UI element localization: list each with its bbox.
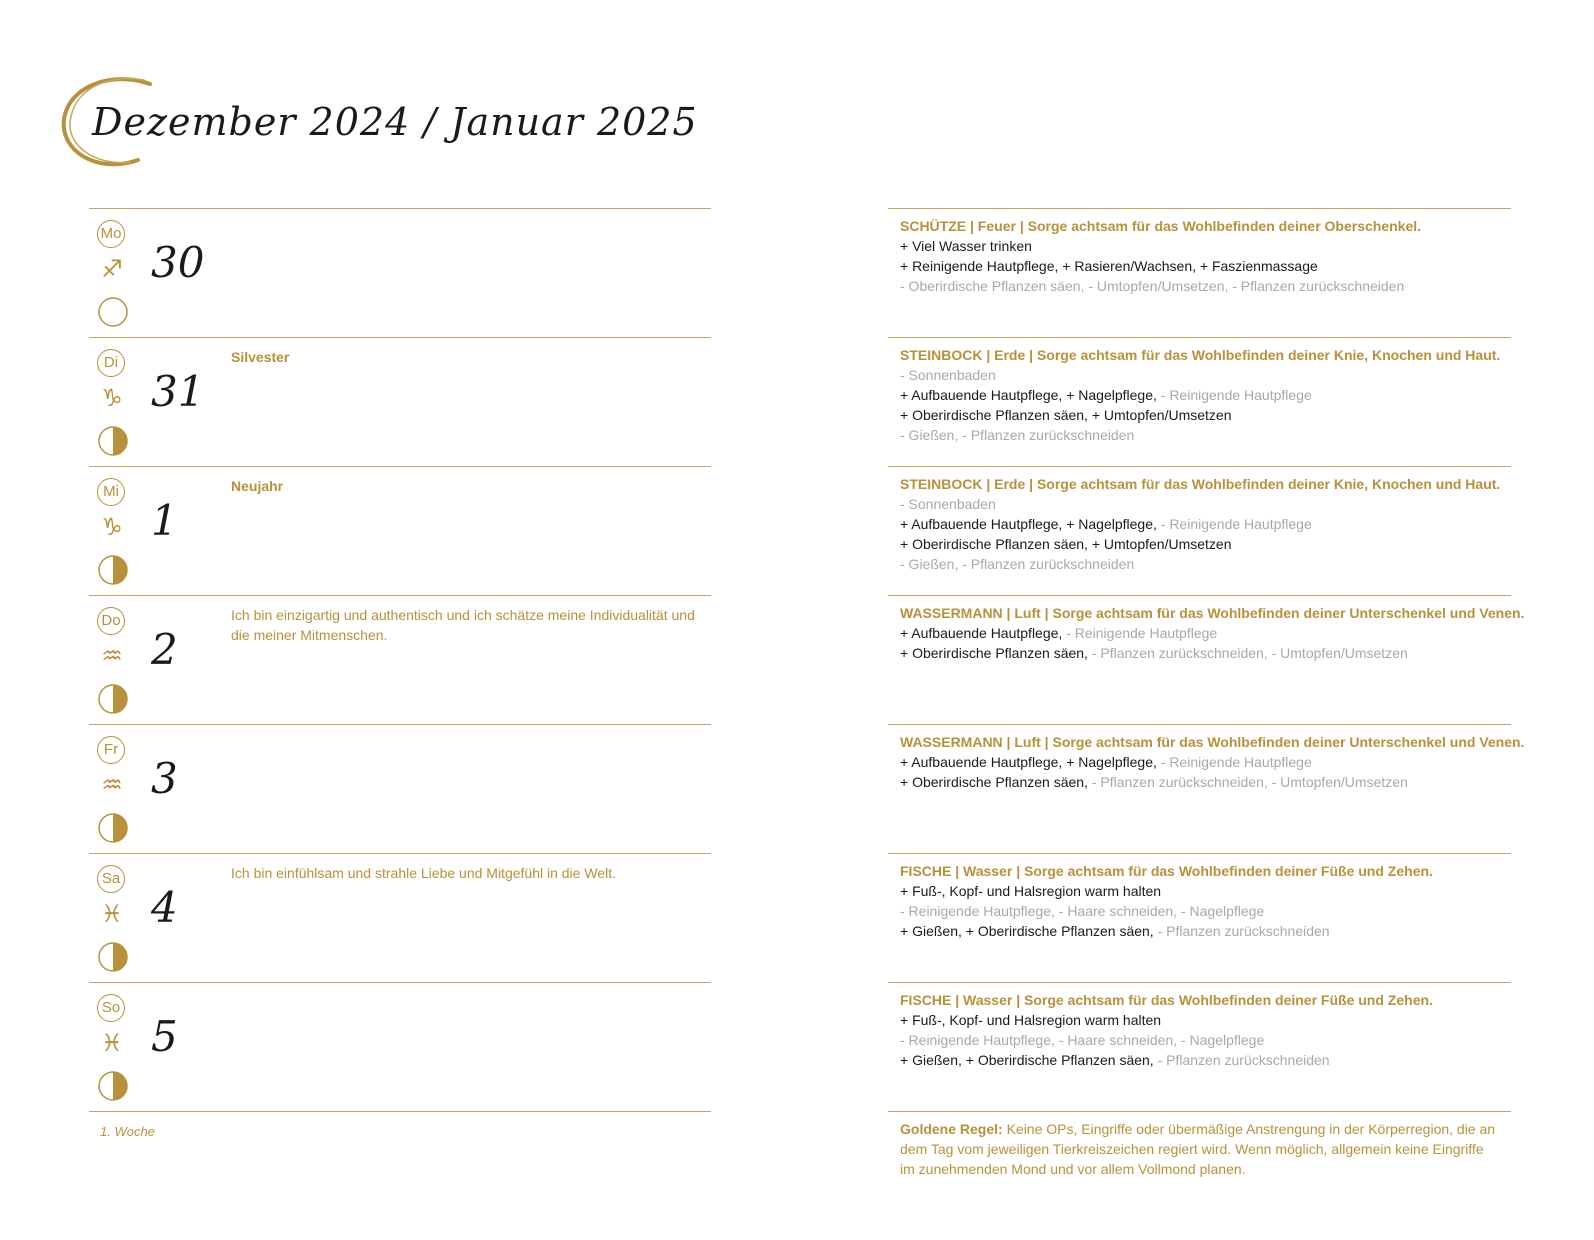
advice-line: [900, 1030, 1520, 1050]
half-moon-icon: [97, 425, 129, 462]
advice-line: [900, 921, 1520, 941]
golden-rule-label: Goldene Regel:: [900, 1121, 1003, 1137]
half-moon-icon: [97, 941, 129, 978]
advice-line: [900, 425, 1520, 445]
day-row: [89, 853, 711, 981]
zodiac-advice: [900, 732, 1525, 792]
half-moon-icon: [97, 683, 129, 720]
recommended-text: + Oberirdische Pflanzen säen, + Umtopfen/Umsetzen: [900, 536, 1232, 552]
advice-line: [900, 494, 1520, 514]
day-note: Ich bin einfühlsam und strahle Liebe und Mitgefühl in die Welt.: [231, 865, 616, 881]
discouraged-text: - Sonnenbaden: [900, 496, 996, 512]
day-row: [89, 724, 711, 852]
recommended-text: + Viel Wasser trinken: [900, 238, 1032, 254]
discouraged-text: - Reinigende Hautpflege, - Haare schneiden, - Nagelpflege: [900, 903, 1265, 919]
day-note: Ich bin einzigartig und authentisch und ich schätze meine Individualität und die meiner Mitmenschen.: [231, 607, 695, 643]
capricorn-icon: ♑: [101, 513, 123, 541]
day-number: 5: [151, 1012, 178, 1061]
discouraged-text: - Reinigende Hautpflege: [1156, 387, 1312, 403]
separator-line: [89, 724, 711, 725]
discouraged-text: - Gießen, - Pflanzen zurückschneiden: [900, 556, 1135, 572]
discouraged-text: - Pflanzen zurückschneiden, - Umtopfen/Umsetzen: [1087, 645, 1408, 661]
day-note: Neujahr: [231, 478, 284, 494]
recommended-text: + Gießen, + Oberirdische Pflanzen säen,: [900, 1052, 1154, 1068]
advice-line: [900, 534, 1520, 554]
zodiac-advice: [900, 990, 1520, 1070]
day-number: 2: [151, 625, 178, 674]
recommended-text: + Fuß-, Kopf- und Halsregion warm halten: [900, 883, 1162, 899]
half-moon-icon: [97, 1070, 129, 1107]
day-row: [89, 595, 711, 723]
day-row: [89, 337, 711, 465]
advice-line: [900, 901, 1520, 921]
advice-line: [900, 514, 1520, 534]
day-row: [89, 982, 711, 1110]
day-row: [89, 208, 711, 336]
separator-line: [888, 466, 1511, 467]
recommended-text: + Oberirdische Pflanzen säen,: [900, 774, 1088, 790]
recommended-text: + Oberirdische Pflanzen säen,: [900, 645, 1088, 661]
separator-line: [888, 208, 1511, 209]
zodiac-advice: [900, 474, 1520, 574]
advice-line: [900, 405, 1520, 425]
recommended-text: + Fuß-, Kopf- und Halsregion warm halten: [900, 1012, 1162, 1028]
advice-line: [900, 365, 1520, 385]
half-moon-icon: [97, 554, 129, 591]
separator-line: [89, 1111, 711, 1112]
advice-line: [900, 643, 1520, 663]
advice-line: [900, 1010, 1520, 1030]
discouraged-text: - Reinigende Hautpflege: [1156, 754, 1312, 770]
discouraged-text: - Reinigende Hautpflege: [1062, 625, 1218, 641]
weekday-badge: Do: [97, 607, 125, 635]
zodiac-heading: WASSERMANN | Luft | Sorge achtsam für das Wohlbefinden deiner Unterschenkel und Venen.: [900, 605, 1525, 621]
day-row: [89, 466, 711, 594]
advice-line: [900, 1050, 1520, 1070]
advice-line: [900, 385, 1520, 405]
new-moon-icon: [97, 296, 129, 333]
golden-rule: [900, 1119, 1500, 1179]
zodiac-heading: SCHÜTZE | Feuer | Sorge achtsam für das Wohlbefinden deiner Oberschenkel.: [900, 218, 1422, 234]
weekday-badge: Sa: [97, 865, 125, 893]
advice-line: [900, 276, 1520, 296]
advice-line: [900, 881, 1520, 901]
weekday-badge: Mo: [97, 220, 125, 248]
recommended-text: + Aufbauende Hautpflege,: [900, 625, 1063, 641]
day-note: Silvester: [231, 349, 290, 365]
advice-line: [900, 623, 1520, 643]
discouraged-text: - Pflanzen zurückschneiden: [1153, 1052, 1330, 1068]
separator-line: [888, 337, 1511, 338]
day-number: 1: [151, 496, 178, 545]
week-label: 1. Woche: [100, 1124, 155, 1139]
separator-line: [888, 595, 1511, 596]
pisces-icon: ♓: [101, 1029, 123, 1057]
recommended-text: + Gießen, + Oberirdische Pflanzen säen,: [900, 923, 1154, 939]
separator-line: [888, 724, 1511, 725]
zodiac-advice: [900, 345, 1520, 445]
discouraged-text: - Sonnenbaden: [900, 367, 996, 383]
day-number: 31: [151, 367, 205, 416]
page-title: Dezember 2024 / Januar 2025: [92, 100, 698, 144]
separator-line: [89, 595, 711, 596]
day-number: 3: [151, 754, 178, 803]
weekday-badge: Di: [97, 349, 125, 377]
zodiac-advice: [900, 861, 1520, 941]
capricorn-icon: ♑: [101, 384, 123, 412]
weekday-badge: Fr: [97, 736, 125, 764]
separator-line: [888, 1111, 1511, 1112]
discouraged-text: - Pflanzen zurückschneiden, - Umtopfen/Umsetzen: [1087, 774, 1408, 790]
discouraged-text: - Reinigende Hautpflege, - Haare schneiden, - Nagelpflege: [900, 1032, 1265, 1048]
zodiac-advice: [900, 603, 1525, 663]
day-number: 4: [151, 883, 178, 932]
recommended-text: + Aufbauende Hautpflege, + Nagelpflege,: [900, 754, 1157, 770]
discouraged-text: - Reinigende Hautpflege: [1156, 516, 1312, 532]
advice-line: [900, 772, 1520, 792]
pisces-icon: ♓: [101, 900, 123, 928]
separator-line: [89, 853, 711, 854]
advice-line: [900, 256, 1520, 276]
zodiac-heading: STEINBOCK | Erde | Sorge achtsam für das Wohlbefinden deiner Knie, Knochen und Haut.: [900, 347, 1501, 363]
zodiac-advice: [900, 216, 1520, 296]
recommended-text: + Oberirdische Pflanzen säen, + Umtopfen/Umsetzen: [900, 407, 1232, 423]
sagittarius-icon: ♐: [101, 255, 123, 283]
recommended-text: + Reinigende Hautpflege, + Rasieren/Wachsen, + Faszienmassage: [900, 258, 1318, 274]
advice-line: [900, 752, 1520, 772]
day-number: 30: [151, 238, 205, 287]
separator-line: [89, 466, 711, 467]
recommended-text: + Aufbauende Hautpflege, + Nagelpflege,: [900, 516, 1157, 532]
zodiac-heading: FISCHE | Wasser | Sorge achtsam für das Wohlbefinden deiner Füße und Zehen.: [900, 863, 1433, 879]
aquarius-icon: ♒: [101, 771, 123, 799]
discouraged-text: - Gießen, - Pflanzen zurückschneiden: [900, 427, 1135, 443]
separator-line: [888, 982, 1511, 983]
advice-line: [900, 236, 1520, 256]
zodiac-heading: WASSERMANN | Luft | Sorge achtsam für das Wohlbefinden deiner Unterschenkel und Venen.: [900, 734, 1525, 750]
discouraged-text: - Oberirdische Pflanzen säen, - Umtopfen/Umsetzen, - Pflanzen zurückschneiden: [900, 278, 1405, 294]
advice-line: [900, 554, 1520, 574]
weekday-badge: Mi: [97, 478, 125, 506]
weekday-badge: So: [97, 994, 125, 1022]
aquarius-icon: ♒: [101, 642, 123, 670]
discouraged-text: - Pflanzen zurückschneiden: [1153, 923, 1330, 939]
half-moon-icon: [97, 812, 129, 849]
zodiac-heading: STEINBOCK | Erde | Sorge achtsam für das Wohlbefinden deiner Knie, Knochen und Haut.: [900, 476, 1501, 492]
golden-rule-text: Keine OPs, Eingriffe oder übermäßige Anstrengung in der Körperregion, die an dem Tag vom jeweiligen Tierkreiszeichen regiert wird. Wenn möglich, allgemein keine Eingriffe im zunehmenden Mond und vor allem Vollmond planen.: [900, 1121, 1496, 1177]
recommended-text: + Aufbauende Hautpflege, + Nagelpflege,: [900, 387, 1157, 403]
separator-line: [89, 208, 711, 209]
page-header: [58, 74, 698, 174]
separator-line: [888, 853, 1511, 854]
zodiac-heading: FISCHE | Wasser | Sorge achtsam für das Wohlbefinden deiner Füße und Zehen.: [900, 992, 1433, 1008]
separator-line: [89, 982, 711, 983]
separator-line: [89, 337, 711, 338]
